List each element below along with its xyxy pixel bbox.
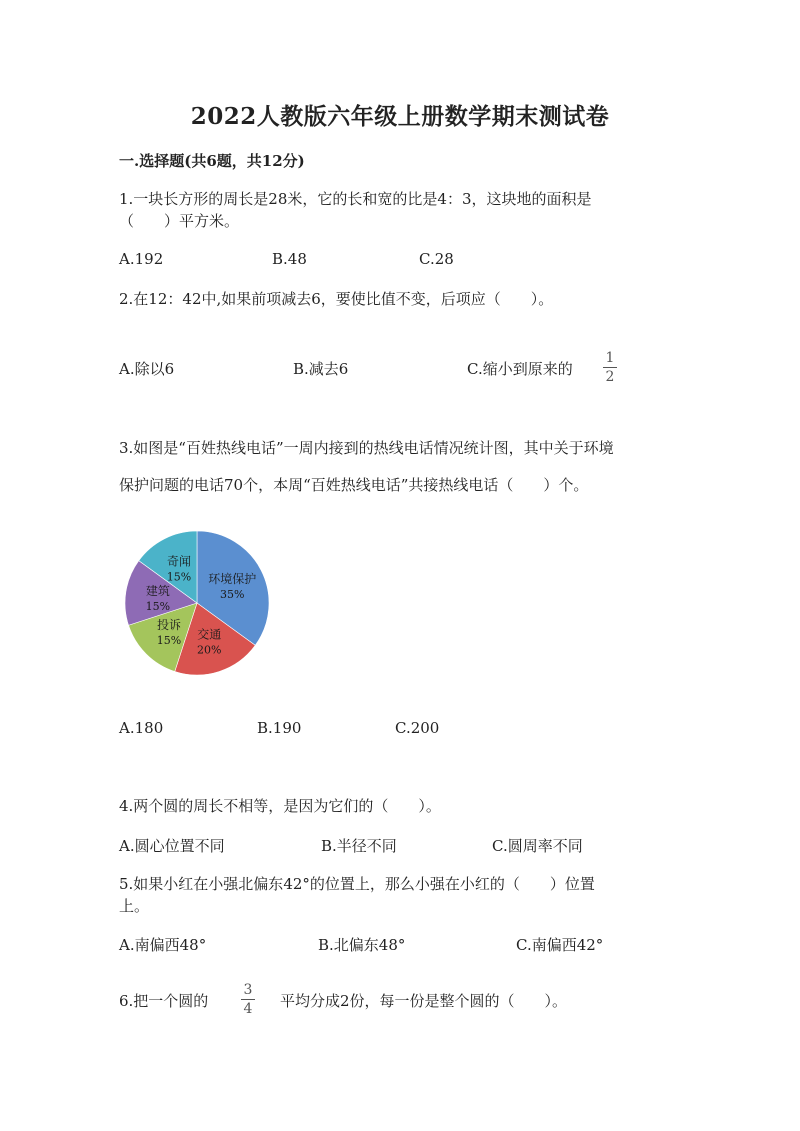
question-3-text-cont: 保护问题的电话70个，本周“百姓热线电话”共接热线电话（ ）个。 [119, 476, 589, 494]
fraction-denominator: 2 [605, 369, 615, 385]
question-5-option-b: B.北偏东48° [318, 936, 406, 954]
question-5-text-cont: 上。 [119, 897, 150, 915]
question-1-option-c: C.28 [419, 250, 454, 268]
question-4-option-a: A.圆心位置不同 [119, 837, 225, 855]
page-title: 2022人教版六年级上册数学期末测试卷 [190, 103, 610, 130]
pie-slice-percent: 35% [220, 588, 245, 602]
question-1-text-cont: （ ）平方米。 [119, 212, 240, 230]
pie-slice-percent: 15% [166, 570, 192, 584]
question-6-text-cont: 平均分成2份，每一份是整个圆的（ ）。 [280, 992, 568, 1010]
question-5-option-a: A.南偏西48° [119, 936, 207, 954]
pie-slice-label: 交通 [197, 627, 222, 642]
question-4-option-b: B.半径不同 [321, 837, 397, 855]
pie-slice-percent: 15% [145, 599, 171, 613]
question-2-option-a: A.除以6 [119, 360, 175, 378]
question-1-option-b: B.48 [272, 250, 307, 268]
pie-slice-percent: 15% [156, 634, 182, 648]
pie-slice-label: 建筑 [145, 583, 170, 598]
question-5-text: 5.如果小红在小强北偏东42°的位置上，那么小强在小红的（ ）位置 [119, 875, 595, 893]
pie-slice-label: 奇闻 [167, 554, 192, 569]
fraction-denominator: 4 [243, 1001, 253, 1017]
question-3-text: 3.如图是“百姓热线电话”一周内接到的热线电话情况统计图，其中关于环境 [119, 439, 614, 457]
question-3-option-a: A.180 [119, 719, 164, 737]
question-3-option-c: C.200 [395, 719, 440, 737]
question-2-option-b: B.减去6 [293, 360, 349, 378]
fraction-one-half [603, 350, 617, 385]
question-2-option-c: C.缩小到原来的 [467, 360, 573, 378]
fraction-numerator: 3 [243, 982, 253, 998]
question-5-option-c: C.南偏西42° [516, 936, 604, 954]
pie-slice-percent: 20% [197, 643, 222, 657]
phone-calls-pie-chart [118, 523, 278, 683]
pie-slice-label: 环境保护 [208, 572, 257, 587]
question-1-text: 1.一块长方形的周长是28米，它的长和宽的比是4：3，这块地的面积是 [119, 190, 592, 208]
question-1-option-a: A.192 [119, 250, 164, 268]
pie-slice-label: 投诉 [156, 618, 182, 633]
section-heading: 一.选择题(共6题，共12分) [119, 152, 305, 170]
fraction-numerator: 1 [605, 350, 615, 366]
question-4-text: 4.两个圆的周长不相等，是因为它们的（ ）。 [119, 797, 441, 815]
fraction-three-quarters [241, 982, 255, 1017]
question-6-text: 6.把一个圆的 [119, 992, 209, 1010]
question-4-option-c: C.圆周率不同 [492, 837, 583, 855]
question-2-text: 2.在12：42中,如果前项减去6，要使比值不变，后项应（ ）。 [119, 290, 554, 308]
question-3-option-b: B.190 [257, 719, 302, 737]
